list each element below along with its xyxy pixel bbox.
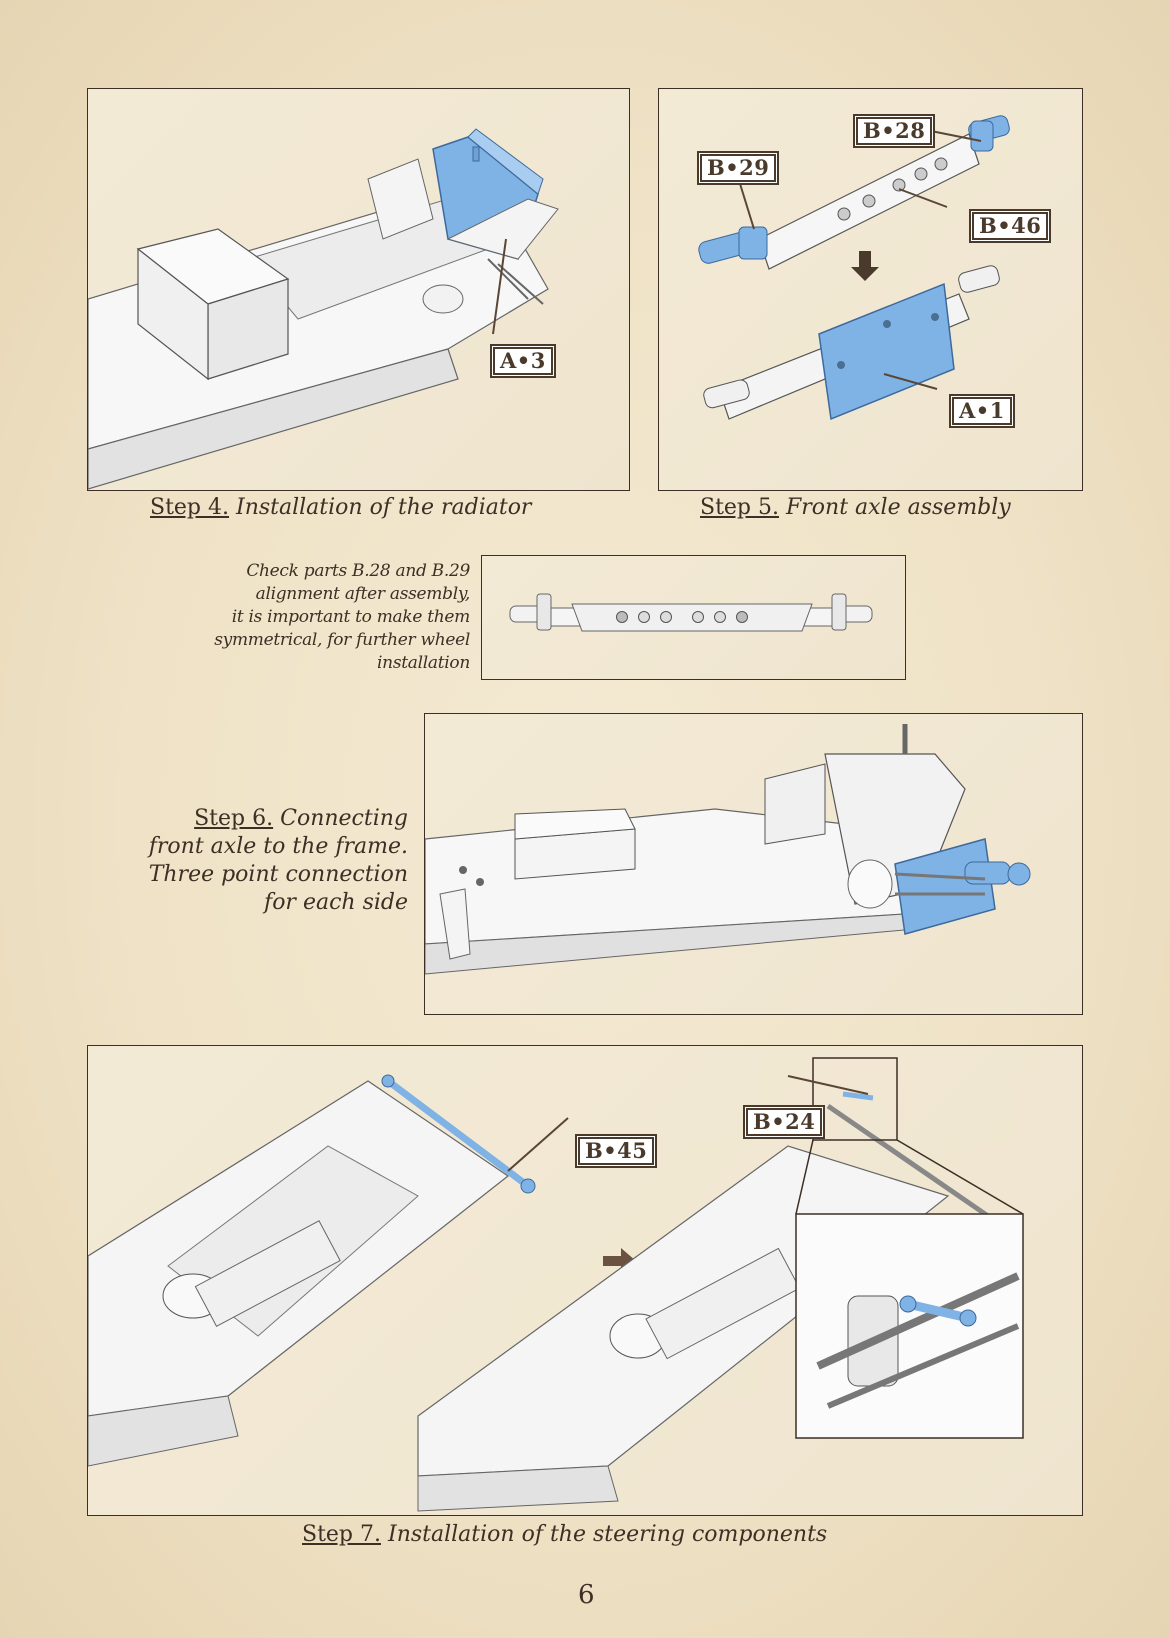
front-axle-illustration — [659, 89, 1082, 490]
step4-caption — [150, 495, 531, 520]
step7-caption — [302, 1522, 827, 1547]
part-label-b28: B•28 — [856, 117, 932, 145]
page-number: 6 — [578, 1580, 595, 1610]
step4-number: Step 4. — [150, 495, 229, 520]
part-label-b45: B•45 — [578, 1137, 654, 1165]
part-label-a3: A•3 — [493, 347, 553, 375]
step5-description: Front axle assembly — [786, 495, 1011, 520]
step4-illustration-panel — [87, 88, 630, 491]
part-label-b29: B•29 — [700, 154, 776, 182]
step5-illustration-panel — [658, 88, 1083, 491]
step6-line-4: for each side — [264, 890, 408, 915]
step5-number: Step 5. — [700, 495, 779, 520]
step6-illustration-panel — [424, 713, 1083, 1015]
step6-line-3: Three point connection — [148, 862, 408, 887]
note-line-5: installation — [377, 653, 470, 673]
step7-number: Step 7. — [302, 1522, 381, 1547]
alignment-check-panel — [481, 555, 906, 680]
note-line-1: Check parts B.28 and B.29 — [246, 561, 470, 581]
step6-caption — [110, 805, 408, 917]
axle-alignment-illustration — [482, 556, 905, 679]
step4-description: Installation of the radiator — [236, 495, 532, 520]
note-line-4: symmetrical, for further wheel — [214, 630, 470, 650]
part-label-b24: B•24 — [746, 1108, 822, 1136]
part-label-b46: B•46 — [972, 212, 1048, 240]
step5-caption — [700, 495, 1011, 520]
step6-line-1: Connecting — [280, 806, 408, 831]
part-label-a1: A•1 — [952, 397, 1012, 425]
alignment-note — [160, 560, 470, 675]
frame-connection-illustration — [425, 714, 1082, 1014]
note-line-2: alignment after assembly, — [255, 584, 470, 604]
step6-line-2: front axle to the frame. — [148, 834, 408, 859]
note-line-3: it is important to make them — [231, 607, 470, 627]
step7-description: Installation of the steering components — [388, 1522, 828, 1547]
step6-number: Step 6. — [194, 806, 274, 831]
radiator-illustration — [88, 89, 629, 490]
steering-illustration — [88, 1046, 1082, 1515]
step7-illustration-panel — [87, 1045, 1083, 1516]
